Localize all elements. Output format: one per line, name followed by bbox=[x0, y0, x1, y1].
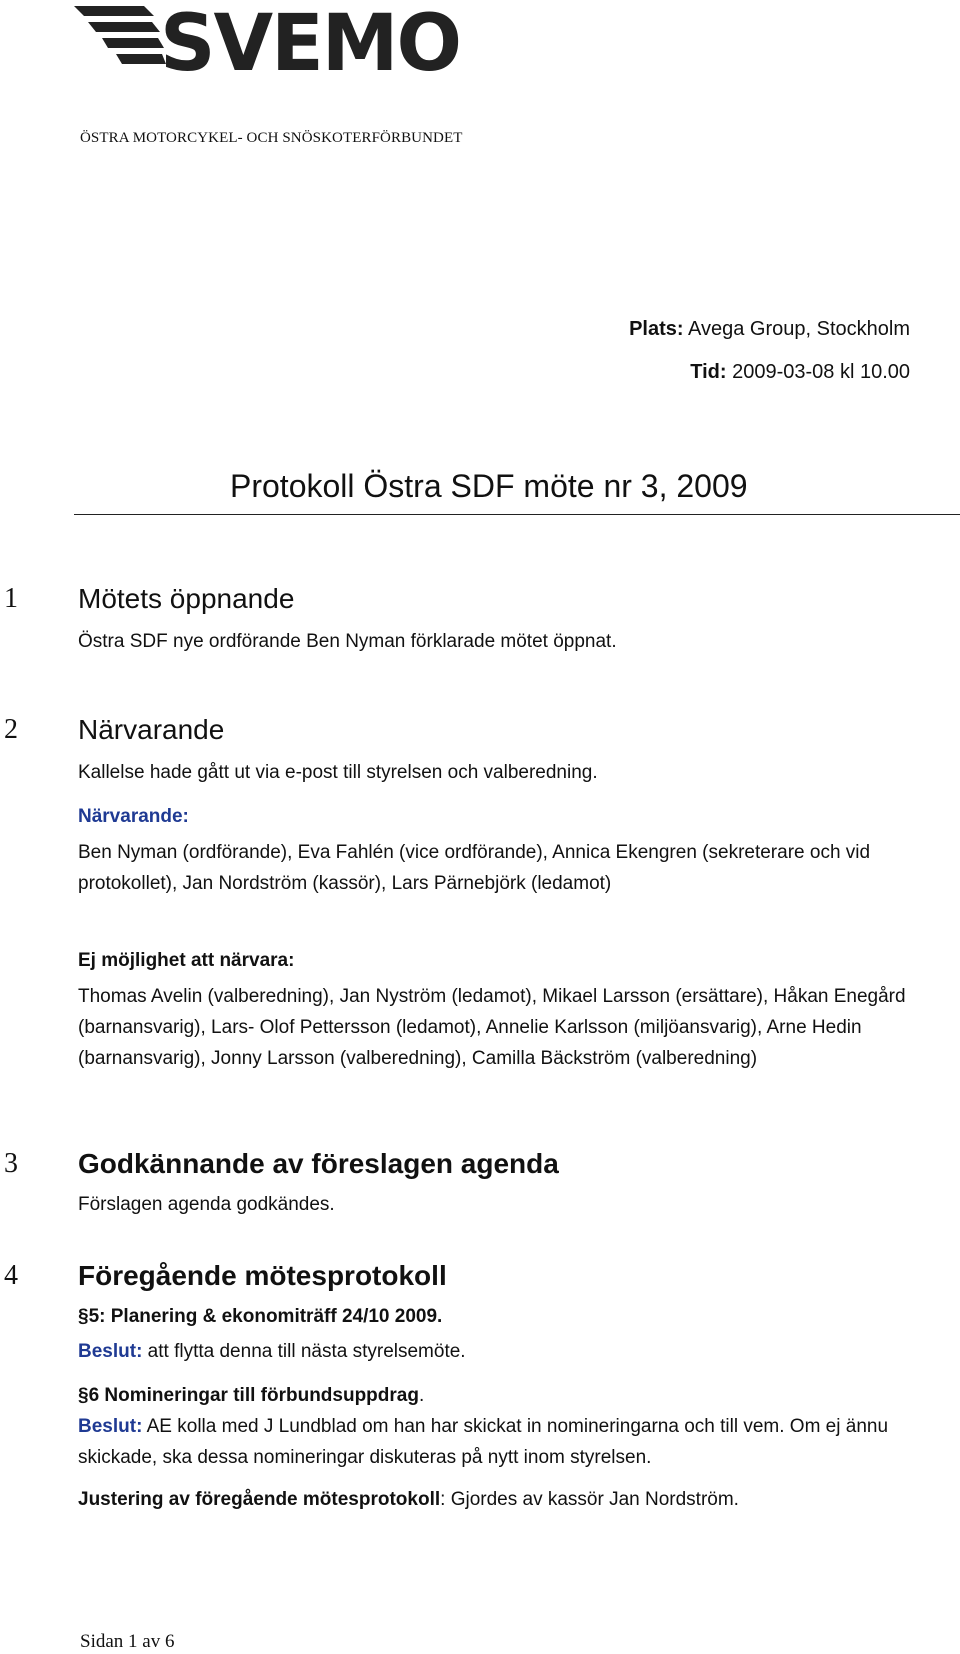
absent-list: Thomas Avelin (valberedning), Jan Nyström (ledamot), Mikael Larsson (ersättare), Håkan Enegård (barnansvarig), Lars- Olof Pettersson (ledamot), Annelie Karlsson (miljöansvarig), Arne Hedin (barnansvarig), Jonny Larsson (valberedning), Camilla Bäckström (valberedning) bbox=[78, 986, 906, 1069]
svemo-logo bbox=[74, 0, 494, 78]
title-divider bbox=[74, 514, 960, 515]
protocol-adjustment bbox=[78, 1484, 958, 1515]
item-6-title-line bbox=[78, 1380, 958, 1411]
section-2-heading: Närvarande bbox=[78, 714, 225, 745]
place-value: Avega Group, Stockholm bbox=[683, 318, 910, 340]
item-5-decision-label: Beslut: bbox=[78, 1341, 143, 1362]
organization-name: ÖSTRA MOTORCYKEL- OCH SNÖSKOTERFÖRBUNDET bbox=[80, 130, 463, 146]
section-1-heading: Mötets öppnande bbox=[78, 583, 295, 614]
section-1-number: 1 bbox=[4, 583, 18, 614]
page-number: Sidan 1 av 6 bbox=[80, 1631, 175, 1652]
section-4-number: 4 bbox=[4, 1260, 18, 1291]
item-6-decision-label: Beslut: bbox=[78, 1416, 143, 1437]
item-5-decision bbox=[78, 1336, 958, 1367]
logo-wordmark: SVEMO bbox=[160, 0, 460, 78]
absent-label: Ej möjlighet att närvara: bbox=[78, 950, 295, 971]
section-4-heading: Föregående mötesprotokoll bbox=[78, 1260, 447, 1291]
present-list: Ben Nyman (ordförande), Eva Fahlén (vice ordförande), Annica Ekengren (sekreterare och vid protokollet), Jan Nordström (kassör), Lars Pärnebjörk (ledamot) bbox=[78, 842, 871, 894]
section-1-text: Östra SDF nye ordförande Ben Nyman förklarade mötet öppnat. bbox=[78, 631, 617, 652]
meta-place bbox=[629, 318, 910, 341]
section-3-text: Förslagen agenda godkändes. bbox=[78, 1194, 335, 1215]
item-6-title-end: . bbox=[418, 1385, 425, 1406]
item-6-title: §6 Nomineringar till förbundsuppdrag bbox=[78, 1385, 419, 1406]
item-5-title: §5: Planering & ekonomiträff 24/10 2009. bbox=[78, 1306, 443, 1327]
meta-time bbox=[690, 361, 910, 384]
item-6-decision-text: AE kolla med J Lundblad om han har skickat in nomineringarna och till vem. Om ej ännu skickade, ska dessa nomineringar diskuteras på nytt inom styrelsen. bbox=[78, 1416, 889, 1468]
section-2-intro: Kallelse hade gått ut via e-post till styrelsen och valberedning. bbox=[78, 762, 598, 783]
document-title: Protokoll Östra SDF möte nr 3, 2009 bbox=[230, 468, 748, 504]
section-3-number: 3 bbox=[4, 1148, 18, 1179]
place-label: Plats: bbox=[629, 318, 684, 340]
item-5-decision-text: att flytta denna till nästa styrelsemöte. bbox=[142, 1341, 466, 1362]
item-6-decision bbox=[78, 1411, 958, 1473]
section-3-heading: Godkännande av föreslagen agenda bbox=[78, 1148, 559, 1179]
present-label: Närvarande: bbox=[78, 806, 189, 827]
adjustment-text: : Gjordes av kassör Jan Nordström. bbox=[440, 1489, 739, 1510]
section-2-number: 2 bbox=[4, 714, 18, 745]
adjustment-label: Justering av föregående mötesprotokoll bbox=[78, 1489, 441, 1510]
time-label: Tid: bbox=[690, 361, 727, 383]
time-value: 2009-03-08 kl 10.00 bbox=[726, 361, 910, 383]
